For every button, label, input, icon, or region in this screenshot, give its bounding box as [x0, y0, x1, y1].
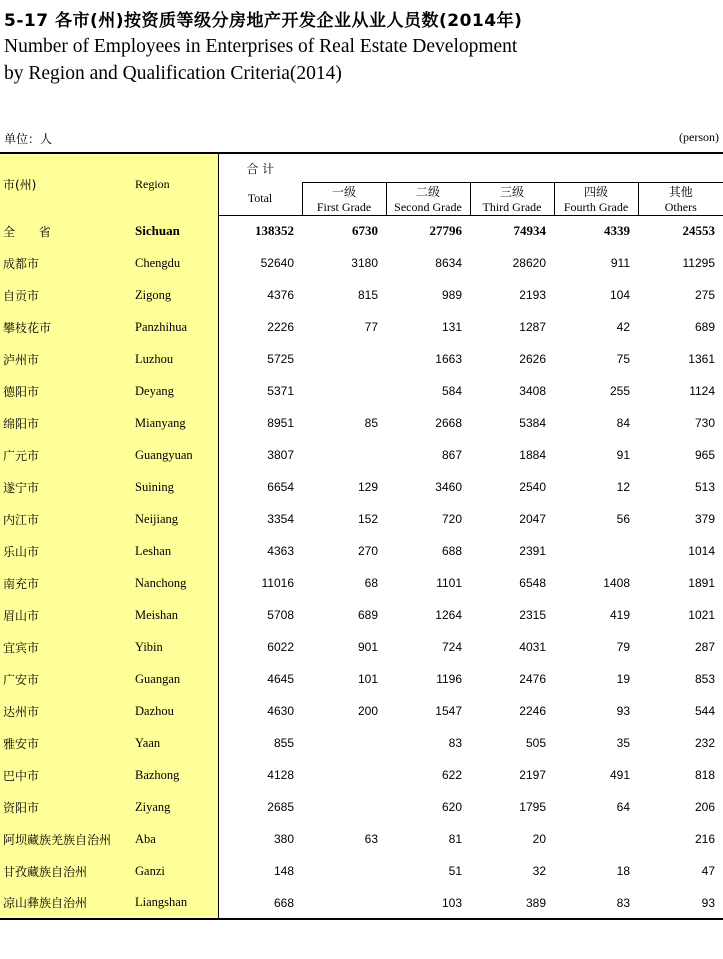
- cell-g1: 63: [364, 832, 378, 846]
- cell-g1: 77: [364, 320, 378, 334]
- cell-total: 4630: [267, 704, 294, 718]
- cell-g4: 56: [616, 512, 630, 526]
- cell-others: 730: [694, 416, 715, 430]
- cell-region-en: Dazhou: [131, 695, 218, 727]
- cell-g3: 1795: [519, 800, 546, 814]
- cell-city-cn: 全 省: [0, 215, 131, 247]
- cell-g1: 68: [364, 576, 378, 590]
- cell-others: 1361: [688, 352, 715, 366]
- cell-region-en: Yibin: [131, 631, 218, 663]
- page-title-cn: 5-17 各市(州)按资质等级分房地产开发企业从业人员数(2014年): [4, 11, 523, 31]
- cell-g1: [302, 375, 386, 407]
- cell-g3: 5384: [519, 416, 546, 430]
- cell-g4: 12: [616, 480, 630, 494]
- cell-city-cn: 达州市: [0, 695, 131, 727]
- cell-total: 4128: [267, 768, 294, 782]
- cell-others: 853: [694, 672, 715, 686]
- cell-city-cn: 乐山市: [0, 535, 131, 567]
- cell-others: 513: [694, 480, 715, 494]
- cell-total: 4376: [267, 288, 294, 302]
- cell-g3: 3408: [519, 384, 546, 398]
- table-row: [0, 311, 723, 343]
- header-grade4-cn: 四级: [583, 184, 608, 199]
- cell-g1: 6730: [352, 223, 378, 239]
- cell-g3: 32: [532, 864, 546, 878]
- cell-others: 1021: [688, 608, 715, 622]
- cell-others: 232: [694, 736, 715, 750]
- cell-g2: 1663: [435, 352, 462, 366]
- cell-g4: 491: [609, 768, 630, 782]
- header-grade1-en: First Grade: [316, 199, 372, 214]
- cell-g2: 620: [441, 800, 462, 814]
- cell-g3: 28620: [512, 256, 546, 270]
- cell-g1: 152: [357, 512, 378, 526]
- cell-g2: 1101: [436, 576, 462, 590]
- cell-total: 138352: [255, 223, 294, 239]
- header-city: 市(州): [0, 153, 131, 215]
- cell-g4: 1408: [603, 576, 630, 590]
- page-title-en-line2: by Region and Qualification Criteria(2014): [4, 63, 342, 84]
- cell-g1: 270: [357, 544, 378, 558]
- cell-g3: 2626: [519, 352, 546, 366]
- cell-others: 544: [694, 704, 715, 718]
- cell-g4: 75: [616, 352, 630, 366]
- cell-others: 93: [638, 887, 723, 919]
- cell-region-en: Liangshan: [131, 887, 218, 919]
- cell-others: 206: [694, 800, 715, 814]
- table-row: [0, 759, 723, 791]
- cell-city-cn: 绵阳市: [0, 407, 131, 439]
- cell-total: 5371: [267, 384, 294, 398]
- cell-g4: 4339: [604, 223, 630, 239]
- cell-others: 689: [694, 320, 715, 334]
- cell-others: 1014: [688, 544, 715, 558]
- cell-region-en: Sichuan: [131, 215, 218, 247]
- cell-region-en: Chengdu: [131, 247, 218, 279]
- cell-total: 4645: [267, 672, 294, 686]
- cell-g2: 81: [448, 832, 462, 846]
- cell-g4: 64: [616, 800, 630, 814]
- cell-g1: [302, 343, 386, 375]
- cell-others: 216: [694, 832, 715, 846]
- cell-total: 8951: [267, 416, 294, 430]
- cell-g2: 1264: [435, 608, 462, 622]
- header-grade4: [554, 182, 638, 215]
- cell-g2: 2668: [435, 416, 462, 430]
- table-row: [0, 887, 723, 919]
- header-grade1: [302, 182, 386, 215]
- cell-g2: 8634: [435, 256, 462, 270]
- header-grade3: [470, 182, 554, 215]
- cell-others: 1124: [689, 384, 715, 398]
- cell-g1: [302, 727, 386, 759]
- cell-region-en: Nanchong: [131, 567, 218, 599]
- header-grade3-en: Third Grade: [482, 199, 542, 214]
- cell-others: 818: [694, 768, 715, 782]
- cell-region-en: Guangyuan: [131, 439, 218, 471]
- cell-others: 47: [701, 864, 715, 878]
- cell-city-cn: 宜宾市: [0, 631, 131, 663]
- cell-city-cn: 凉山彝族自治州: [0, 887, 131, 919]
- header-total-en: Total: [218, 182, 302, 215]
- cell-g3: 2193: [519, 288, 546, 302]
- cell-region-en: Bazhong: [131, 759, 218, 791]
- table-row: [0, 599, 723, 631]
- cell-total: 668: [218, 887, 302, 919]
- cell-city-cn: 自贡市: [0, 279, 131, 311]
- cell-g1: [302, 887, 386, 919]
- cell-others: 965: [694, 448, 715, 462]
- cell-total: 52640: [260, 256, 294, 270]
- cell-g3: 505: [525, 736, 546, 750]
- cell-g1: [302, 855, 386, 887]
- table-row: [0, 407, 723, 439]
- cell-total: 2226: [267, 320, 294, 334]
- cell-others: 11295: [682, 256, 715, 270]
- header-others: [638, 182, 723, 215]
- cell-region-en: Guangan: [131, 663, 218, 695]
- cell-city-cn: 成都市: [0, 247, 131, 279]
- header-total-cn: 合 计: [218, 153, 302, 182]
- cell-g2: 1196: [436, 672, 462, 686]
- unit-label-en: (person): [679, 130, 719, 144]
- employees-table: [0, 152, 723, 920]
- cell-city-cn: 阿坝藏族羌族自治州: [0, 823, 131, 855]
- cell-g3: 4031: [519, 640, 546, 654]
- cell-total: 148: [273, 864, 294, 878]
- cell-g2: 622: [441, 768, 462, 782]
- cell-total: 11016: [261, 576, 294, 590]
- cell-region-en: Zigong: [131, 279, 218, 311]
- table-row: [0, 503, 723, 535]
- cell-g4: [554, 823, 638, 855]
- table-row: [0, 471, 723, 503]
- cell-g1: [302, 759, 386, 791]
- cell-g4: 35: [616, 736, 630, 750]
- cell-g3: 2391: [519, 544, 546, 558]
- cell-g3: 2197: [519, 768, 546, 782]
- table-row: [0, 279, 723, 311]
- cell-region-en: Leshan: [131, 535, 218, 567]
- cell-g1: 901: [357, 640, 378, 654]
- cell-g2: 3460: [435, 480, 462, 494]
- cell-g3: 2540: [519, 480, 546, 494]
- cell-region-en: Panzhihua: [131, 311, 218, 343]
- cell-g1: 689: [357, 608, 378, 622]
- cell-g1: 101: [357, 672, 378, 686]
- cell-g3: 6548: [519, 576, 546, 590]
- cell-g1: 200: [357, 704, 378, 718]
- cell-total: 4363: [267, 544, 294, 558]
- cell-g2: 83: [448, 736, 462, 750]
- cell-g4: 84: [616, 416, 630, 430]
- page-title-en-line1: Number of Employees in Enterprises of Real Estate Development: [4, 36, 518, 57]
- cell-g4: 79: [616, 640, 630, 654]
- table-row: [0, 823, 723, 855]
- cell-city-cn: 德阳市: [0, 375, 131, 407]
- cell-g4: 18: [616, 864, 630, 878]
- cell-g1: [302, 791, 386, 823]
- cell-g1: 85: [364, 416, 378, 430]
- cell-g2: 27796: [429, 223, 462, 239]
- table-row: [0, 855, 723, 887]
- table-row: [0, 567, 723, 599]
- cell-g3: 74934: [513, 223, 546, 239]
- cell-g1: [302, 439, 386, 471]
- cell-total: 3354: [267, 512, 294, 526]
- table-body: [0, 215, 723, 919]
- cell-g2: 688: [441, 544, 462, 558]
- cell-total: 5708: [267, 608, 294, 622]
- cell-region-en: Neijiang: [131, 503, 218, 535]
- cell-region-en: Luzhou: [131, 343, 218, 375]
- table-row: [0, 631, 723, 663]
- cell-g3: 1287: [519, 320, 546, 334]
- cell-g4: 19: [616, 672, 630, 686]
- cell-region-en: Aba: [131, 823, 218, 855]
- table-row: [0, 663, 723, 695]
- cell-g3: 2315: [519, 608, 546, 622]
- cell-city-cn: 甘孜藏族自治州: [0, 855, 131, 887]
- header-grade2: [386, 182, 470, 215]
- cell-city-cn: 广元市: [0, 439, 131, 471]
- cell-city-cn: 攀枝花市: [0, 311, 131, 343]
- cell-others: 287: [694, 640, 715, 654]
- header-others-en: Others: [664, 199, 697, 214]
- cell-g4: 83: [554, 887, 638, 919]
- cell-g4: 419: [609, 608, 630, 622]
- header-grade-spacer: [302, 153, 723, 182]
- cell-region-en: Deyang: [131, 375, 218, 407]
- cell-total: 6654: [267, 480, 294, 494]
- cell-city-cn: 泸州市: [0, 343, 131, 375]
- cell-g4: 104: [609, 288, 630, 302]
- cell-g1: 815: [357, 288, 378, 302]
- table-row-total: [0, 215, 723, 247]
- cell-g4: 911: [610, 256, 630, 270]
- cell-g3: 389: [470, 887, 554, 919]
- table-row: [0, 247, 723, 279]
- header-grade3-cn: 三级: [499, 184, 524, 199]
- table-row: [0, 791, 723, 823]
- cell-region-en: Meishan: [131, 599, 218, 631]
- cell-g3: 2476: [519, 672, 546, 686]
- cell-g4: [554, 535, 638, 567]
- cell-g2: 51: [448, 864, 462, 878]
- cell-total: 3807: [267, 448, 294, 462]
- cell-g1: 3180: [351, 256, 378, 270]
- table-row: [0, 343, 723, 375]
- cell-g3: 2246: [519, 704, 546, 718]
- cell-region-en: Ziyang: [131, 791, 218, 823]
- cell-g2: 724: [441, 640, 462, 654]
- cell-city-cn: 内江市: [0, 503, 131, 535]
- cell-g4: 93: [616, 704, 630, 718]
- cell-g2: 989: [441, 288, 462, 302]
- cell-region-en: Suining: [131, 471, 218, 503]
- cell-g2: 867: [441, 448, 462, 462]
- cell-region-en: Mianyang: [131, 407, 218, 439]
- cell-city-cn: 巴中市: [0, 759, 131, 791]
- header-grade1-cn: 一级: [331, 184, 356, 199]
- cell-total: 5725: [267, 352, 294, 366]
- table-row: [0, 439, 723, 471]
- cell-g4: 255: [609, 384, 630, 398]
- cell-g4: 91: [616, 448, 630, 462]
- cell-city-cn: 南充市: [0, 567, 131, 599]
- header-region: Region: [131, 153, 218, 215]
- cell-city-cn: 眉山市: [0, 599, 131, 631]
- cell-total: 380: [273, 832, 294, 846]
- cell-g2: 720: [441, 512, 462, 526]
- cell-region-en: Yaan: [131, 727, 218, 759]
- cell-city-cn: 资阳市: [0, 791, 131, 823]
- cell-city-cn: 广安市: [0, 663, 131, 695]
- table-row: [0, 535, 723, 567]
- cell-total: 855: [273, 736, 294, 750]
- cell-city-cn: 遂宁市: [0, 471, 131, 503]
- table-row: [0, 375, 723, 407]
- cell-g3: 20: [532, 832, 546, 846]
- cell-total: 6022: [267, 640, 294, 654]
- header-grade4-en: Fourth Grade: [563, 199, 629, 214]
- cell-g4: 42: [616, 320, 630, 334]
- cell-region-en: Ganzi: [131, 855, 218, 887]
- cell-city-cn: 雅安市: [0, 727, 131, 759]
- table-row: [0, 695, 723, 727]
- table-row: [0, 727, 723, 759]
- cell-others: 275: [694, 288, 715, 302]
- cell-g3: 2047: [519, 512, 546, 526]
- cell-others: 24553: [682, 223, 715, 239]
- cell-g3: 1884: [519, 448, 546, 462]
- cell-others: 379: [694, 512, 715, 526]
- header-others-cn: 其他: [668, 184, 693, 199]
- header-grade2-en: Second Grade: [394, 199, 462, 214]
- cell-g2: 103: [386, 887, 470, 919]
- cell-g2: 131: [441, 320, 462, 334]
- unit-label-cn: 单位：人: [4, 132, 53, 146]
- cell-others: 1891: [688, 576, 715, 590]
- header-grade2-cn: 二级: [415, 184, 440, 199]
- cell-g2: 584: [441, 384, 462, 398]
- header-row-1: [0, 153, 723, 182]
- cell-g1: 129: [357, 480, 378, 494]
- cell-total: 2685: [267, 800, 294, 814]
- cell-g2: 1547: [435, 704, 462, 718]
